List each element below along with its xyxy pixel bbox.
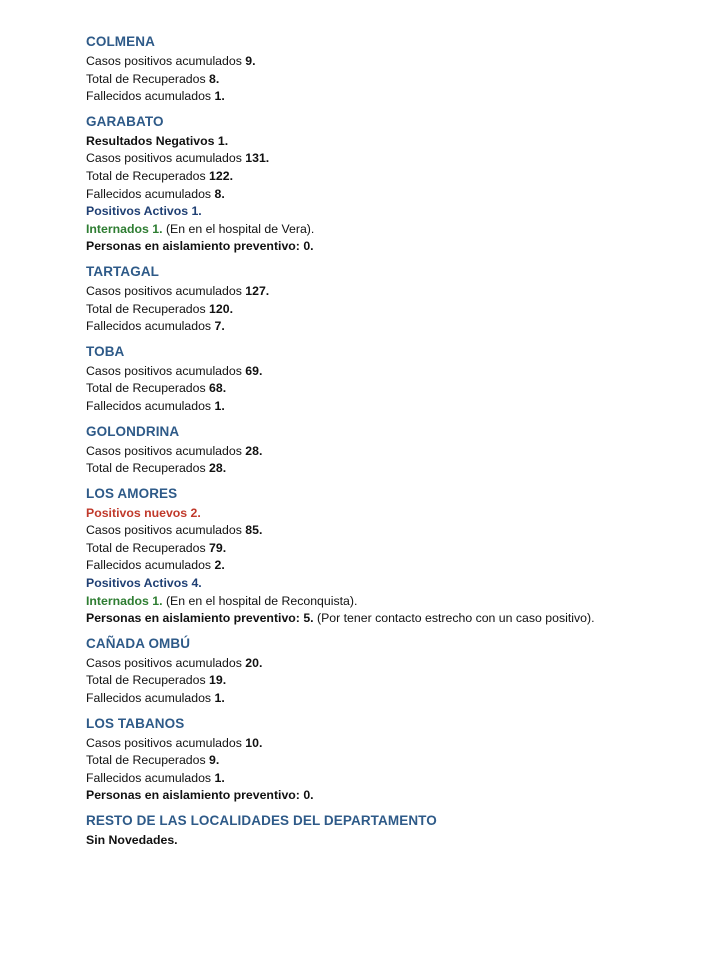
- report-line: [86, 221, 720, 239]
- report-line: [86, 460, 720, 478]
- report-line-label: Total de Recuperados: [86, 168, 210, 183]
- report-line-value: 20.: [245, 655, 263, 670]
- report-line: [86, 363, 720, 381]
- locality-section: [86, 422, 720, 478]
- report-line-label: Total de Recuperados: [86, 301, 210, 316]
- report-line-value: 19.: [209, 673, 227, 688]
- report-line: [86, 443, 720, 461]
- report-line: [86, 505, 720, 523]
- report-line: [86, 168, 720, 186]
- report-line-label: Fallecidos acumulados: [86, 691, 215, 706]
- report-line-label: Total de Recuperados: [86, 71, 210, 86]
- locality-heading: LOS AMORES: [86, 485, 178, 501]
- report-line-label: Internados 1.: [86, 221, 163, 236]
- report-line-note: (En en el hospital de Reconquista).: [162, 593, 358, 608]
- report-line: [86, 88, 720, 106]
- report-line-label: Total de Recuperados: [86, 753, 210, 768]
- report-line-value: 1.: [214, 770, 225, 785]
- locality-heading: GOLONDRINA: [86, 423, 180, 439]
- locality-section: [86, 262, 720, 336]
- report-line-label: Casos positivos acumulados: [86, 523, 246, 538]
- report-line-label: Casos positivos acumulados: [86, 363, 246, 378]
- report-line: [86, 301, 720, 319]
- locality-heading: TARTAGAL: [86, 263, 160, 279]
- report-line-label: Total de Recuperados: [86, 461, 210, 476]
- report-line: [86, 655, 720, 673]
- report-line-value: 10.: [245, 735, 263, 750]
- report-line-label: Casos positivos acumulados: [86, 283, 246, 298]
- locality-heading: LOS TABANOS: [86, 715, 185, 731]
- report-line-value: 8.: [214, 186, 225, 201]
- report-line-value: 69.: [245, 363, 263, 378]
- report-line: [86, 690, 720, 708]
- report-line-note: (Por tener contacto estrecho con un caso positivo).: [313, 611, 595, 626]
- report-line: [86, 787, 720, 805]
- report-line: [86, 610, 720, 628]
- report-line: [86, 133, 720, 151]
- report-line: [86, 593, 720, 611]
- report-line-value: 28.: [245, 443, 263, 458]
- report-line: [86, 672, 720, 690]
- report-line-label: Internados 1.: [86, 593, 163, 608]
- locality-heading: CAÑADA OMBÚ: [86, 635, 191, 651]
- locality-section: [86, 811, 720, 850]
- report-line: [86, 71, 720, 89]
- report-line-label: Total de Recuperados: [86, 673, 210, 688]
- report-line-value: 68.: [209, 381, 227, 396]
- locality-heading: RESTO DE LAS LOCALIDADES DEL DEPARTAMENTO: [86, 813, 437, 828]
- report-line-value: 2.: [214, 558, 225, 573]
- report-line-note: (En en el hospital de Vera).: [162, 221, 315, 236]
- report-line-label: Casos positivos acumulados: [86, 54, 246, 68]
- report-line-value: 85.: [245, 523, 263, 538]
- report-line: [86, 186, 720, 204]
- report-line-value: 9.: [209, 753, 220, 768]
- report-line-label: Total de Recuperados: [86, 381, 210, 396]
- report-line-value: 1.: [214, 89, 225, 104]
- locality-section: [86, 112, 720, 256]
- report-line-value: 1.: [214, 691, 225, 706]
- report-line-label: Fallecidos acumulados: [86, 558, 215, 573]
- locality-heading: COLMENA: [86, 34, 155, 49]
- report-line-value: 122.: [209, 168, 233, 183]
- report-line: [86, 752, 720, 770]
- report-line: [86, 770, 720, 788]
- report-line: [86, 735, 720, 753]
- report-line-label: Positivos nuevos 2.: [86, 505, 201, 520]
- locality-heading: GARABATO: [86, 113, 164, 129]
- locality-section: [86, 484, 720, 628]
- report-line-label: Fallecidos acumulados: [86, 89, 215, 104]
- report-line-label: Casos positivos acumulados: [86, 655, 246, 670]
- report-line-label: Fallecidos acumulados: [86, 398, 215, 413]
- report-line: [86, 318, 720, 336]
- locality-section: [86, 714, 720, 805]
- report-line: [86, 540, 720, 558]
- report-line-value: 1.: [214, 398, 225, 413]
- report-line-label: Resultados Negativos 1.: [86, 133, 229, 148]
- report-line-label: Sin Novedades.: [86, 833, 178, 847]
- report-line-value: 131.: [245, 151, 270, 166]
- report-line-value: 120.: [209, 301, 233, 316]
- report-line-value: 8.: [209, 71, 220, 86]
- report-line: [86, 522, 720, 540]
- report-line: [86, 53, 720, 71]
- report-line: [86, 238, 720, 256]
- report-line: [86, 380, 720, 398]
- report-line: [86, 203, 720, 221]
- report-line: [86, 283, 720, 301]
- report-line-label: Positivos Activos 4.: [86, 576, 202, 591]
- report-line-value: 7.: [214, 319, 225, 334]
- report-line-label: Total de Recuperados: [86, 540, 210, 555]
- locality-section: [86, 342, 720, 416]
- report-line-label: Casos positivos acumulados: [86, 735, 246, 750]
- report-line-value: 127.: [245, 283, 270, 298]
- report-line: [86, 398, 720, 416]
- report-line-label: Fallecidos acumulados: [86, 319, 215, 334]
- report-line: [86, 557, 720, 575]
- report-line: [86, 150, 720, 168]
- locality-section: [86, 32, 720, 106]
- report-line-label: Positivos Activos 1.: [86, 204, 202, 219]
- locality-heading: TOBA: [86, 343, 125, 359]
- report-line-label: Personas en aislamiento preventivo: 0.: [86, 239, 314, 254]
- report-line-label: Personas en aislamiento preventivo: 5.: [86, 611, 314, 626]
- report-line-label: Personas en aislamiento preventivo: 0.: [86, 788, 314, 803]
- report-line: [86, 832, 720, 850]
- locality-section: [86, 634, 720, 708]
- report-line-value: 9.: [245, 54, 256, 68]
- report-line-value: 79.: [209, 540, 227, 555]
- report-line-value: 28.: [209, 461, 227, 476]
- report-line-label: Fallecidos acumulados: [86, 770, 215, 785]
- report-line: [86, 575, 720, 593]
- report-line-label: Fallecidos acumulados: [86, 186, 215, 201]
- report-line-label: Casos positivos acumulados: [86, 151, 246, 166]
- report-line-label: Casos positivos acumulados: [86, 443, 246, 458]
